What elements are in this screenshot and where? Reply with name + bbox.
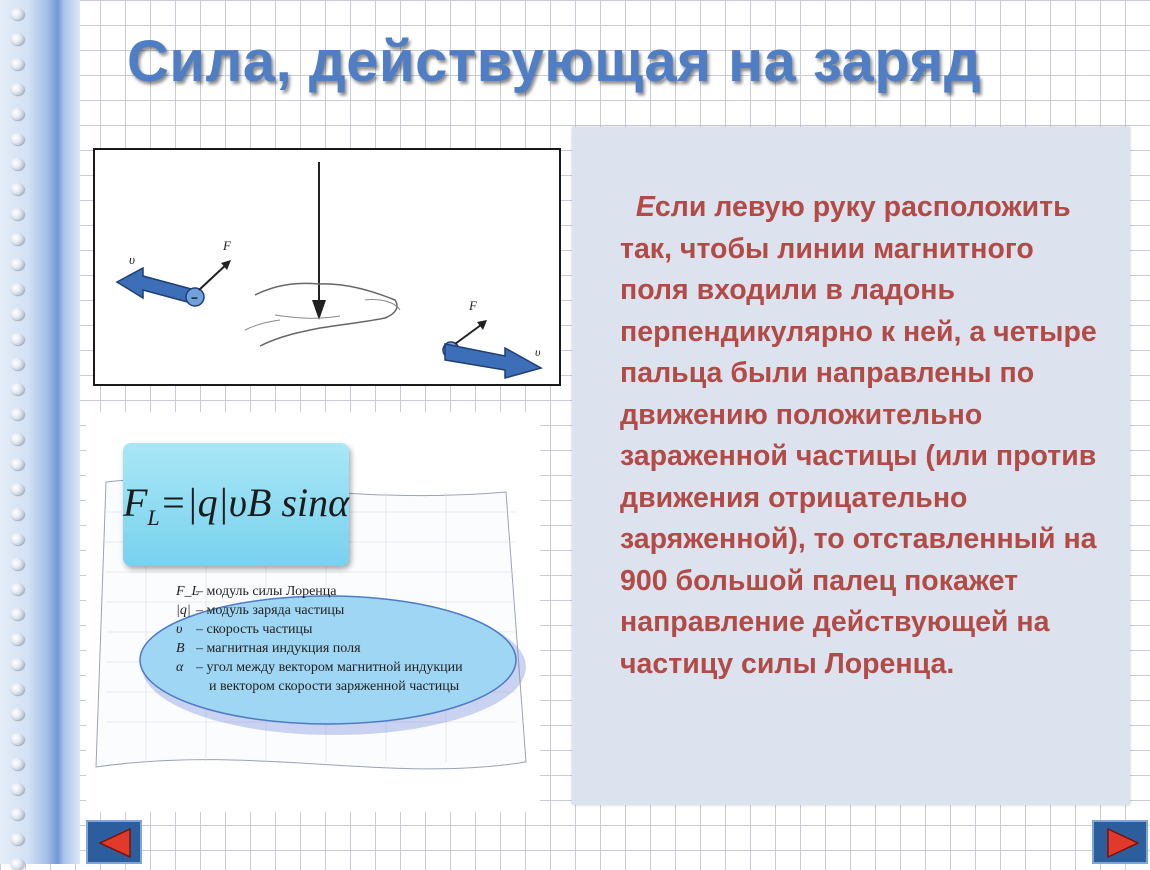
binding-ring [10,558,24,570]
legend-text: – модуль заряда частицы [196,603,345,618]
rule-first-letter: Е [635,191,655,223]
legend-item [176,639,476,658]
left-hand-rule-diagram [93,148,561,386]
binding-ring [10,133,24,145]
legend-text: – магнитная индукция поля [196,641,361,656]
hand-thumb [245,320,280,330]
hand-finger [365,299,400,310]
binding-ring [10,833,24,845]
triangle-right-icon [1102,826,1142,860]
binding-ring [10,308,24,320]
binding-ring [10,108,24,120]
binding-ring [10,58,24,70]
formula-rhs: =|q|υB sinα [159,479,350,525]
prev-slide-button[interactable] [86,820,142,864]
binding-ring [10,158,24,170]
legend-text: и вектором скорости заряженной частицы [209,679,460,694]
binding-ring [10,783,24,795]
legend-text: – угол между вектором магнитной индукции [196,660,463,675]
legend-item [176,601,476,620]
binding-ring [10,433,24,445]
binding-ring [10,858,24,870]
binding-ring [10,333,24,345]
charge-sign: − [191,291,199,305]
binding-ring [10,633,24,645]
rule-body: сли левую руку расположить так, чтобы линии магнитного поля входили в ладонь перпендикулярно к ней, а четыре пальца были направлены по движению положительно зараженной частицы (или против движения отрицательно заряженной), то отставленный на 900 большой палец покажет направление действующей на частицу силы Лоренца. [620,191,1097,680]
binding-ring [10,458,24,470]
binding-ring [10,483,24,495]
binding-ring [10,233,24,245]
binding-ring [10,383,24,395]
force-label-left: F [223,238,231,253]
binding-ring [10,608,24,620]
slide-title: Сила, действующая на заряд [127,29,982,94]
binding-ring [10,583,24,595]
formula-lhs-subscript: L [147,504,160,530]
rule-text-box [572,127,1130,805]
binding-ring [10,408,24,420]
binding-ring [10,508,24,520]
binding-ring [10,658,24,670]
legend-item [176,658,476,677]
binding-ring [10,358,24,370]
legend-item [176,582,476,601]
field-arrowhead [312,300,326,320]
binding-ring [10,283,24,295]
legend-text: – скорость частицы [196,622,313,637]
lorentz-formula [123,479,349,531]
legend-symbol: |q| [176,603,191,618]
legend-item [176,620,476,639]
binding-ring [10,83,24,95]
velocity-arrow-left [117,268,195,304]
hand-palm-line [275,315,340,318]
binding-ring [10,33,24,45]
legend-symbol: α [176,660,184,675]
binding-ring [10,708,24,720]
triangle-left-icon [96,826,136,860]
force-label-right: F [469,298,477,313]
legend-symbol: B [176,641,185,656]
lorentz-formula-card [123,443,349,566]
binding-ring [10,733,24,745]
binding-ring [10,683,24,695]
binding-ring [10,808,24,820]
legend-symbol: F_L [176,584,200,599]
binding-ring [10,758,24,770]
legend-text: – модуль силы Лоренца [196,584,337,599]
legend-symbol: υ [176,622,183,637]
binding-ring [10,8,24,20]
velocity-label-right: υ [535,345,541,359]
formula-legend [176,582,476,696]
binding-ring [10,208,24,220]
velocity-arrow-right [445,344,541,378]
velocity-label-left: υ [129,252,135,267]
next-slide-button[interactable] [1092,820,1148,864]
binding-ring [10,533,24,545]
binding-ring [10,183,24,195]
binding-ring [10,258,24,270]
left-hand-rule-text [620,187,1110,685]
legend-item [176,677,476,696]
force-arrowhead-right [477,320,487,330]
diagram-illustration [95,150,559,384]
formula-lhs: F [122,479,148,525]
